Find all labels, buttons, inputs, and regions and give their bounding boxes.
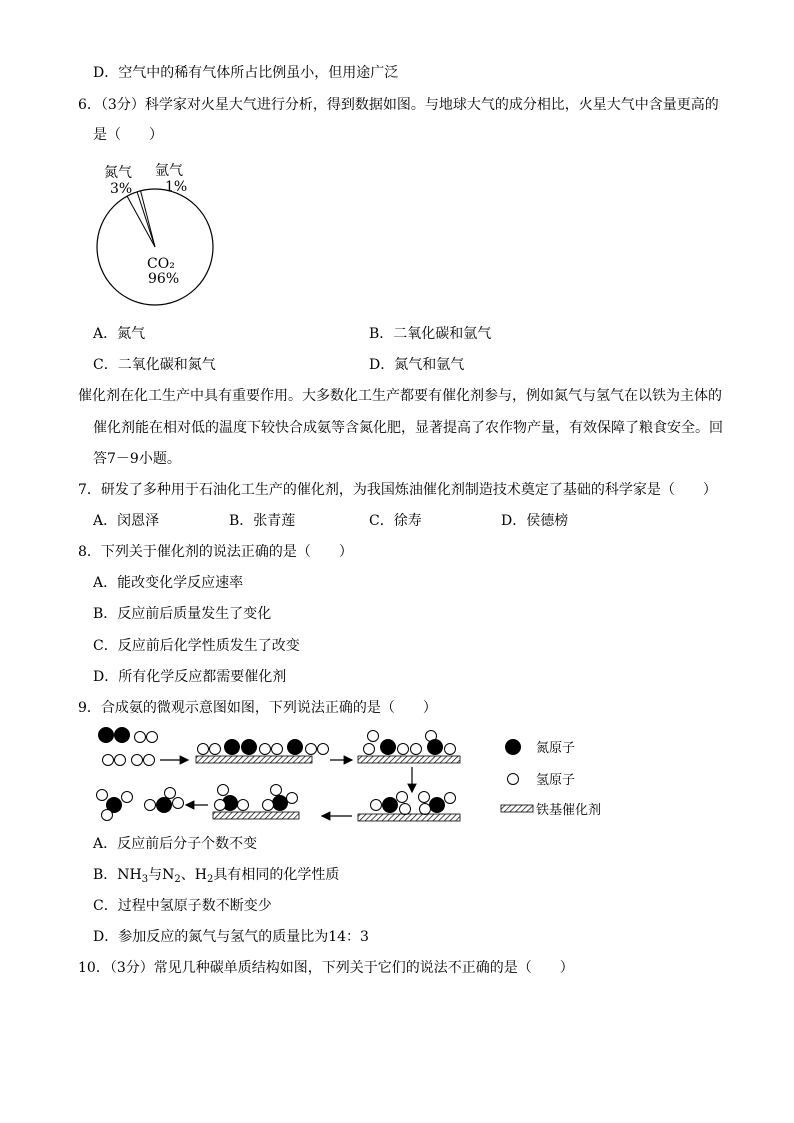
pie-value-nitrogen: 3% (110, 181, 133, 197)
stage2-adsorbed (196, 739, 329, 763)
legend-catalyst-label: 铁基催化剂 (536, 803, 602, 818)
q7-option-b: B．张青莲 (229, 513, 296, 529)
q7-option-d: D．侯德榜 (501, 513, 569, 529)
q9-stem: 9．合成氨的微观示意图如图，下列说法正确的是（ ） (78, 700, 437, 716)
q9-option-a: A．反应前后分子个数不变 (93, 836, 258, 852)
pie-value-co2: 96% (148, 271, 180, 287)
stage3-dissociated (358, 731, 460, 764)
q10-stem: 10．（3分）常见几种碳单质结构如图，下列关于它们的说法不正确的是（ ） (78, 960, 574, 976)
q7-option-c: C．徐寿 (369, 513, 422, 529)
q8-option-b: B．反应前后质量发生了变化 (93, 606, 272, 622)
q5-option-d: D．空气中的稀有气体所占比例虽小，但用途广泛 (93, 65, 399, 81)
q6-option-d: D．氮气和氩气 (369, 357, 465, 373)
stage1-molecules (98, 727, 158, 766)
q7-option-a: A．闵恩泽 (93, 513, 160, 529)
q6-option-a: A．氮气 (93, 326, 146, 342)
q6-option-b: B．二氧化碳和氩气 (369, 326, 492, 342)
q7-stem: 7．研发了多种用于石油化工生产的催化剂，为我国炼油催化剂制造技术奠定了基础的科学家是（ ） (78, 482, 717, 498)
q8-option-d: D．所有化学反应都需要催化剂 (93, 669, 287, 685)
q9-option-b: B．$NH_3$与$N_2$、$H_2$具有相同的化学性质 (93, 867, 340, 885)
diagram-legend (501, 739, 601, 818)
pie-label-co2: CO₂ (147, 256, 175, 272)
stage5-nh3-adsorbed (213, 785, 299, 820)
legend-h-atom-label: 氢原子 (536, 773, 576, 788)
passage-line3: 答7－9小题。 (93, 451, 181, 467)
passage-line2: 催化剂能在相对低的温度下较快合成氨等含氮化肥，显著提高了农作物产量，有效保障了粮食安全。回 (93, 420, 723, 436)
q9-option-c: C．过程中氢原子数不断变少 (93, 898, 272, 914)
q8-option-c: C．反应前后化学性质发生了改变 (93, 638, 300, 654)
legend-n-atom-label: 氮原子 (536, 741, 576, 756)
q9-reaction-diagram (90, 722, 630, 832)
pie-label-nitrogen: 氮气 (104, 165, 132, 181)
stage6-nh3-released (97, 788, 184, 821)
q6-stem-line1: 6．（3分）科学家对火星大气进行分析，得到数据如图。与地球大气的成分相比，火星大气中含量更高的 (78, 97, 719, 113)
q6-option-c: C．二氧化碳和氮气 (93, 357, 216, 373)
q8-stem: 8．下列关于催化剂的说法正确的是（ ） (78, 544, 353, 560)
pie-value-argon: 1% (165, 179, 188, 195)
q6-stem-line2: 是（ ） (93, 127, 163, 143)
pie-label-argon: 氩气 (155, 163, 183, 179)
q8-option-a: A．能改变化学反应速率 (93, 575, 244, 591)
passage-line1: 催化剂在化工生产中具有重要作用。大多数化工生产都要有催化剂参与，例如氮气与氢气在以铁为主体的 (78, 388, 722, 404)
q6-pie-chart (90, 155, 220, 310)
stage4-forming (358, 792, 460, 822)
q9-option-d: D．参加反应的氮气与氢气的质量比为14：3 (93, 929, 369, 945)
